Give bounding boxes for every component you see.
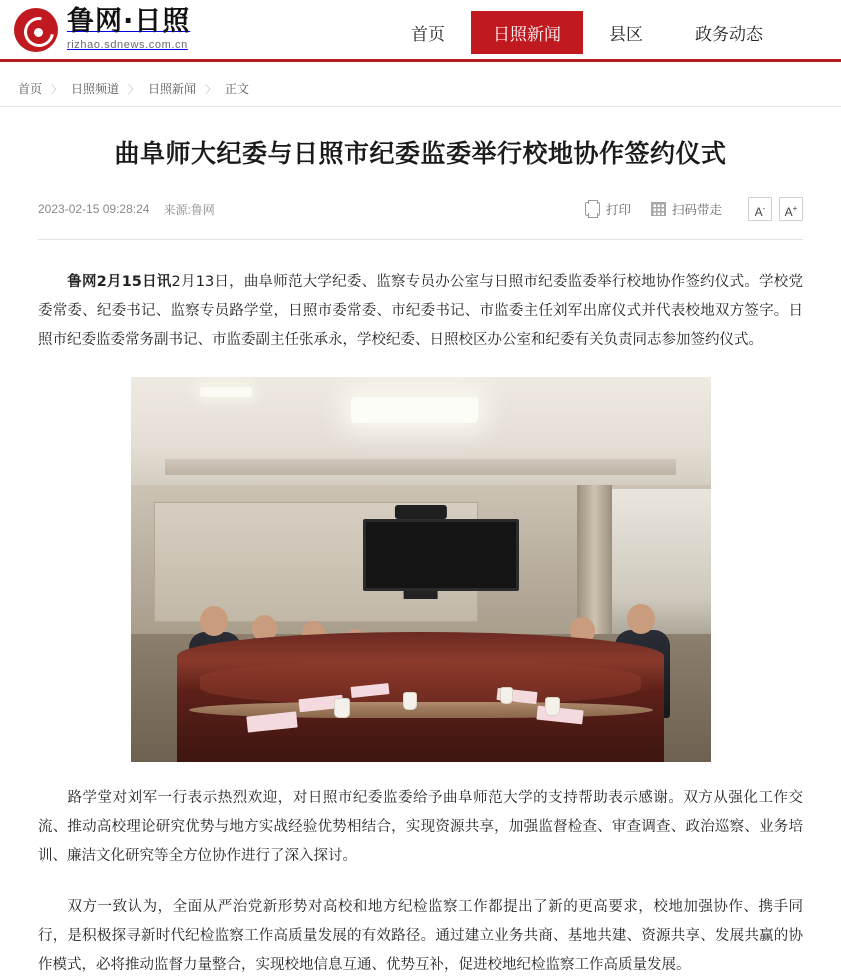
breadcrumb-item-home[interactable]: 首页 xyxy=(18,82,43,96)
rizhao-circle-logo-icon xyxy=(14,8,58,52)
print-button-label: 打印 xyxy=(605,203,631,217)
article-photo-wrap xyxy=(38,377,803,762)
article-photo xyxy=(131,377,711,762)
page-title: 曲阜师大纪委与日照市纪委监委举行校地协作签约仪式 xyxy=(114,140,727,168)
font-decrease-sup: - xyxy=(762,204,766,213)
breadcrumb-item-news[interactable]: 日照新闻 xyxy=(148,82,197,96)
breadcrumb-separator-icon: 〉 xyxy=(205,83,217,96)
font-increase-sup: + xyxy=(792,204,798,213)
article-lead-label: 鲁网2月15日讯 xyxy=(67,274,172,290)
article-paragraph-3-wrap xyxy=(38,893,803,980)
article xyxy=(0,137,841,980)
nav-item-government[interactable]: 政务动态 xyxy=(695,25,763,44)
print-button[interactable] xyxy=(585,200,631,218)
article-paragraph-2: 路学堂对刘军一行表示热烈欢迎，对日照市纪委监委给予曲阜师范大学的支持帮助表示感谢。双方从强化工作交流、推动高校理论研究优势与地方实战经验优势相结合，实现资源共享，加强监督检查、审查调查、政治巡察、业务培训、廉洁文化研究等全方位协作进行了深入探讨。 xyxy=(38,790,803,864)
qrcode-icon xyxy=(651,202,666,216)
article-datetime: 2023-02-15 09:28:24 xyxy=(38,202,150,216)
site-header xyxy=(0,0,841,62)
breadcrumb-separator-icon: 〉 xyxy=(128,83,140,96)
nav-item-county[interactable]: 县区 xyxy=(609,25,643,44)
font-decrease-label: A xyxy=(754,205,763,219)
article-source: 来源:鲁网 xyxy=(163,202,215,217)
meta-divider xyxy=(38,239,803,240)
font-increase-label: A xyxy=(784,205,793,219)
breadcrumb xyxy=(0,71,841,107)
nav-item-rizhao-news[interactable]: 日照新闻 xyxy=(471,11,583,54)
article-paragraph-1: 2月13日，曲阜师范大学纪委、监察专员办公室与日照市纪委监委举行校地协作签约仪式。学校党委常委、纪委书记、监察专员路学堂，日照市委常委、市纪委书记、市监委主任刘军出席仪式并代表校地双方签字。日照市纪委监委常务副书记、市监委副主任张承永，学校纪委、日照校区办公室和纪委有关负责同志参加签约仪式。 xyxy=(38,274,803,348)
article-paragraph-lead xyxy=(38,268,803,355)
site-logo-link[interactable] xyxy=(14,8,190,52)
qrcode-button[interactable] xyxy=(651,200,722,218)
breadcrumb-item-channel[interactable]: 日照频道 xyxy=(71,82,120,96)
font-increase-button[interactable] xyxy=(779,197,803,221)
breadcrumb-item-current: 正文 xyxy=(225,82,250,96)
qrcode-button-label: 扫码带走 xyxy=(671,203,722,217)
nav-item-home[interactable]: 首页 xyxy=(411,25,445,44)
article-paragraph-3: 双方一致认为，全面从严治党新形势对高校和地方纪检监察工作都提出了新的更高要求，校地加强协作、携手同行，是积极探寻新时代纪检监察工作高质量发展的有效路径。通过建立业务共商、基地共建、资源共享、发展共赢的协作模式，必将推动监督力量整合，实现校地信息互通、优势互补，促进校地纪检监察工作高质量发展。 xyxy=(38,899,803,973)
article-meta-bar xyxy=(38,197,803,229)
printer-icon xyxy=(585,202,600,216)
main-nav xyxy=(385,11,789,54)
article-paragraph-2-wrap xyxy=(38,784,803,871)
brand-url: rizhao.sdnews.com.cn xyxy=(67,39,188,51)
font-decrease-button[interactable] xyxy=(748,197,772,221)
breadcrumb-separator-icon: 〉 xyxy=(51,83,63,96)
brand-title: 鲁网·日照 xyxy=(67,6,191,37)
